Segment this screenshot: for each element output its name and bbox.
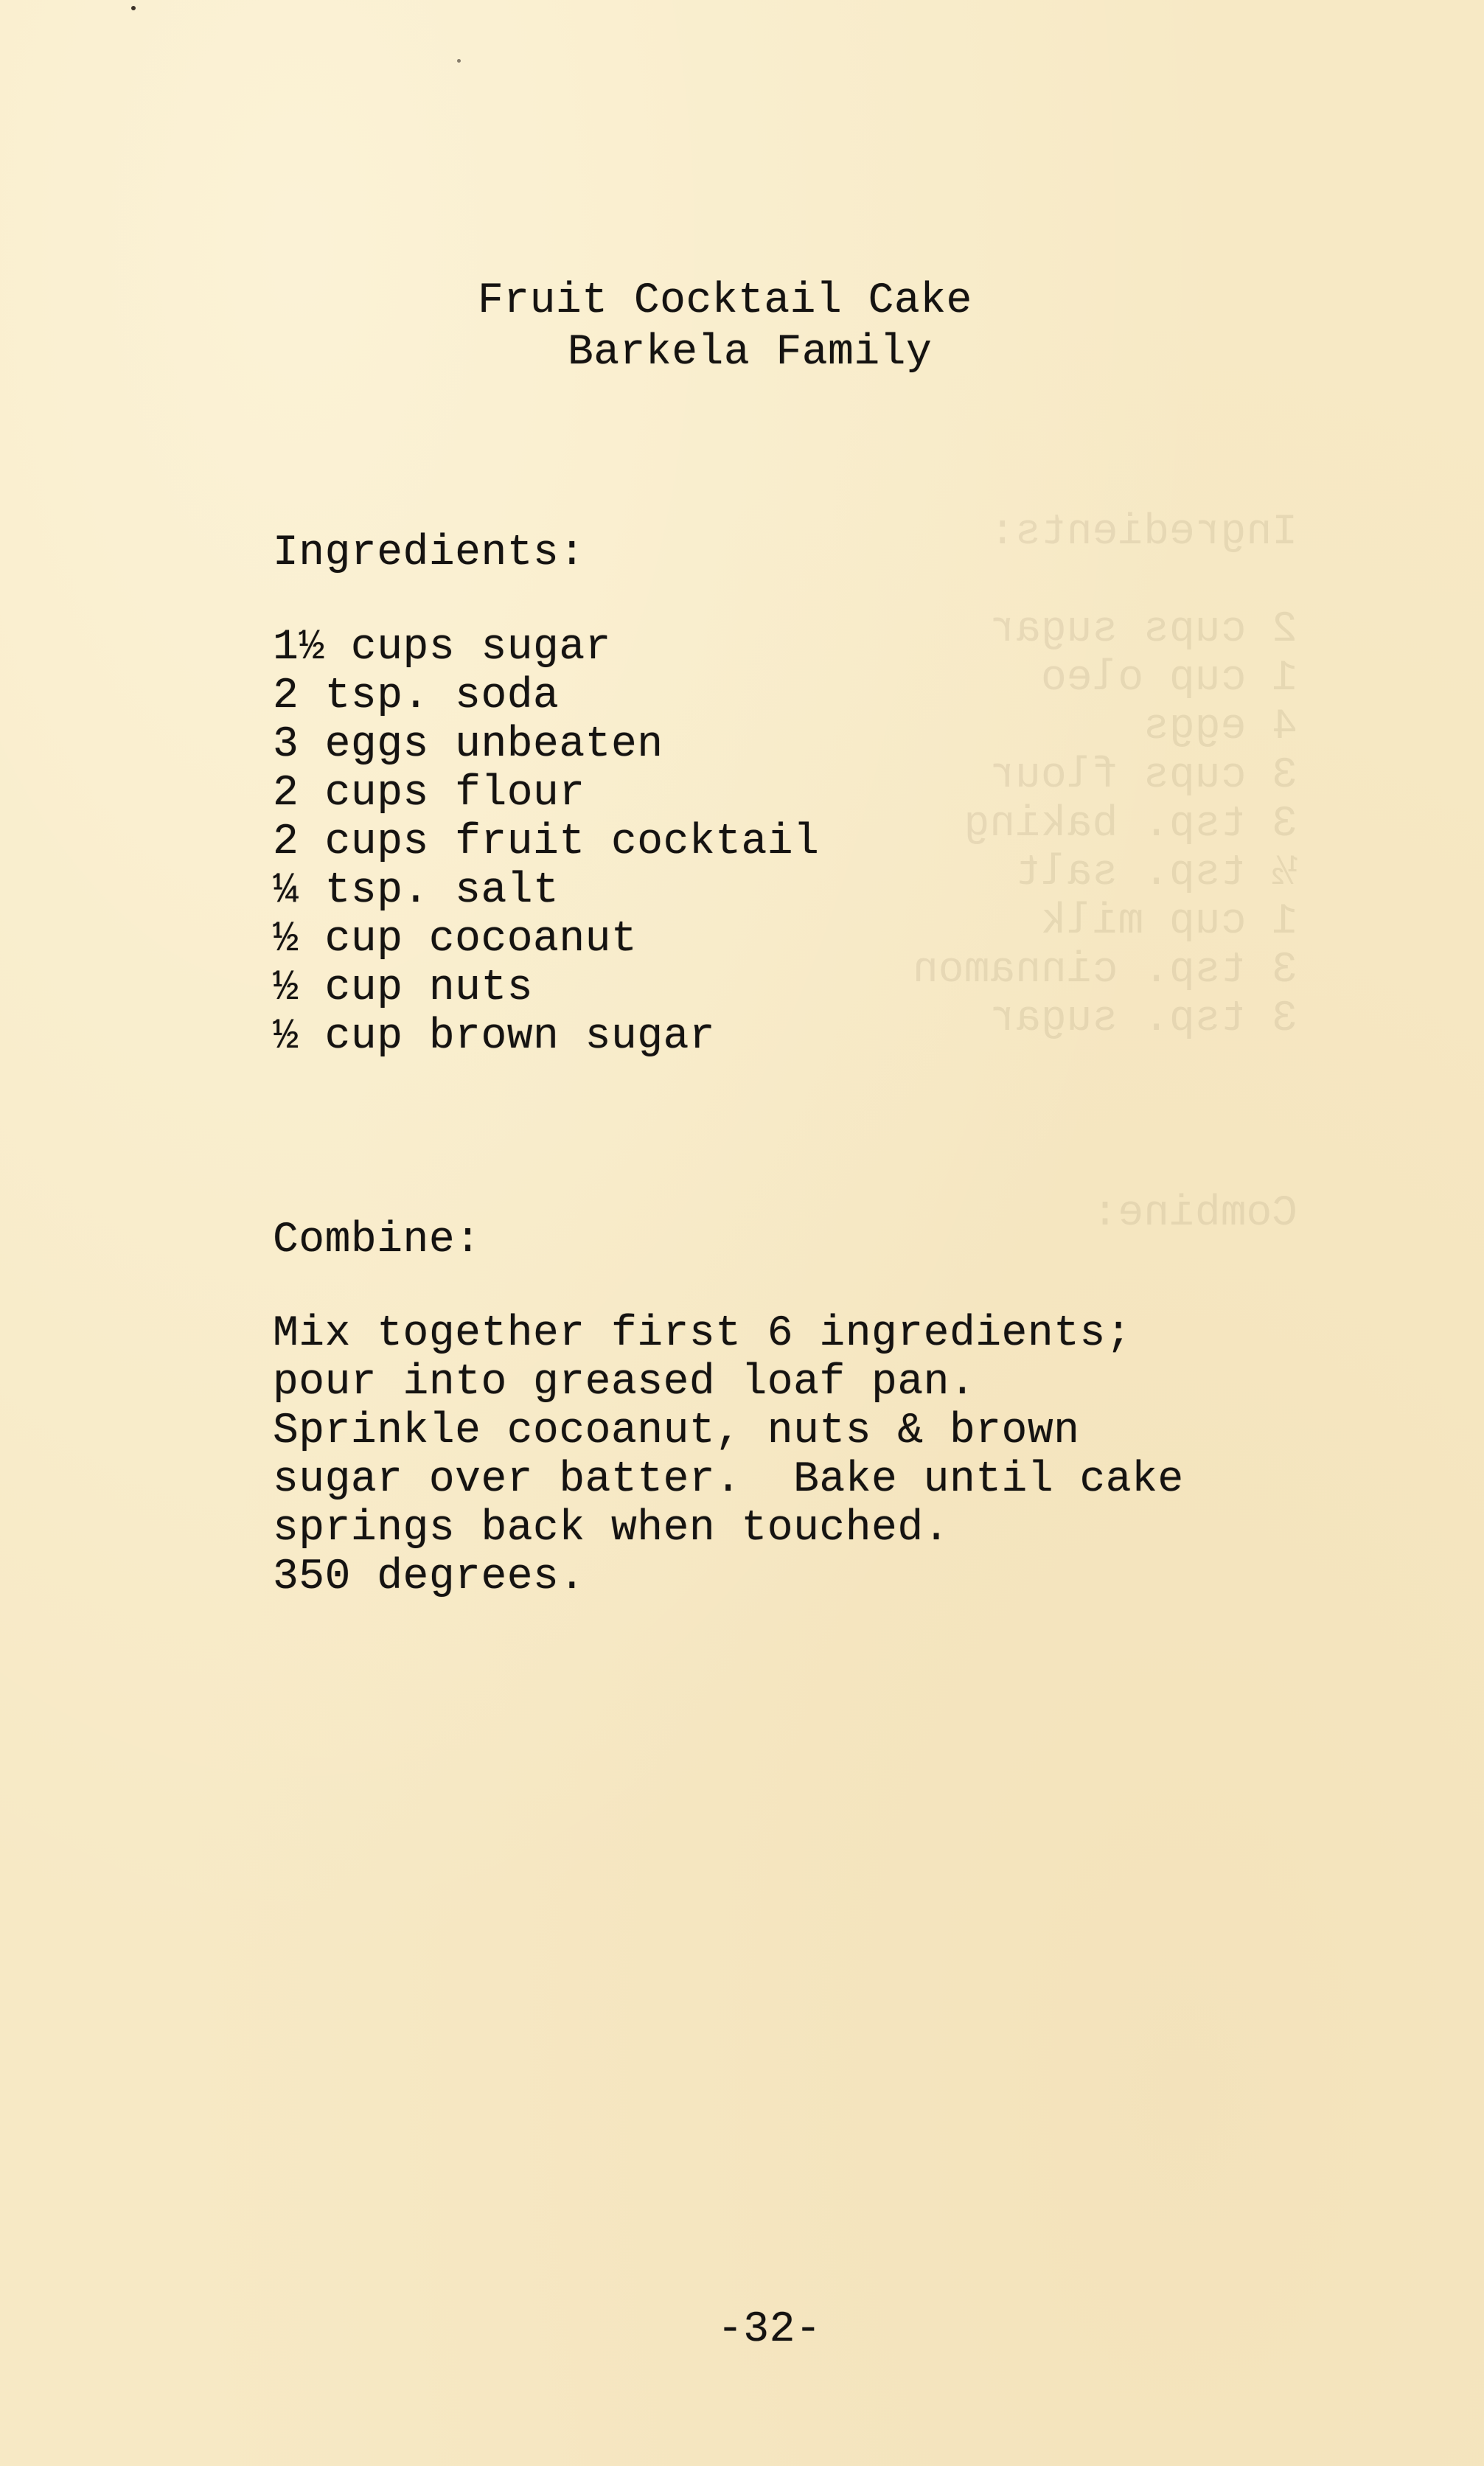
- recipe-title: Fruit Cocktail Cake: [478, 277, 972, 325]
- ingredient-item: [273, 624, 819, 672]
- direction-line: 350 degrees.: [273, 1553, 585, 1601]
- ingredient-item: [273, 964, 819, 1013]
- ingredient-text: 2 cups fruit cocktail: [273, 818, 820, 866]
- ingredients-heading: Ingredients:: [273, 529, 585, 577]
- speck: [131, 6, 136, 10]
- ingredient-item: [273, 1013, 819, 1062]
- ingredient-item: [273, 818, 819, 867]
- ingredient-text: ½ cup brown sugar: [273, 1013, 716, 1061]
- ingredient-text: 2 cups flour: [273, 770, 585, 818]
- recipe-source: Barkela Family: [568, 329, 933, 377]
- direction-line: springs back when touched.: [273, 1505, 950, 1553]
- direction-line: pour into greased loaf pan.: [273, 1359, 976, 1407]
- direction-line: Mix together first 6 ingredients;: [273, 1310, 1132, 1358]
- ingredient-item: [273, 672, 819, 721]
- ingredients-list: [273, 624, 819, 1062]
- ingredient-text: 3 eggs unbeaten: [273, 721, 663, 769]
- ingredient-text: ¼ tsp. salt: [273, 867, 560, 915]
- ingredient-item: [273, 867, 819, 916]
- ingredient-text: 2 tsp. soda: [273, 672, 560, 720]
- ingredient-text: 1½ cups sugar: [273, 624, 611, 672]
- ingredient-item: [273, 770, 819, 818]
- ingredient-item: [273, 721, 819, 770]
- speck: [457, 59, 461, 63]
- ingredient-text: ½ cup cocoanut: [273, 916, 638, 964]
- ingredient-item: [273, 916, 819, 964]
- directions: [273, 1310, 1184, 1602]
- page-number: -32-: [717, 2306, 822, 2354]
- combine-heading: Combine:: [273, 1216, 481, 1264]
- ingredient-text: ½ cup nuts: [273, 964, 534, 1012]
- direction-line: sugar over batter. Bake until cake: [273, 1456, 1184, 1504]
- direction-line: Sprinkle cocoanut, nuts & brown: [273, 1407, 1080, 1455]
- reverse-side-bleed-through: Ingredients: 2 cups sugar 1 cup oleo 4 eggs 3 cups flour 3 tsp. baking ½ tsp. salt 1 cup milk 3 tsp. cinnamon 3 tsp. sugar Combine:: [912, 509, 1297, 1238]
